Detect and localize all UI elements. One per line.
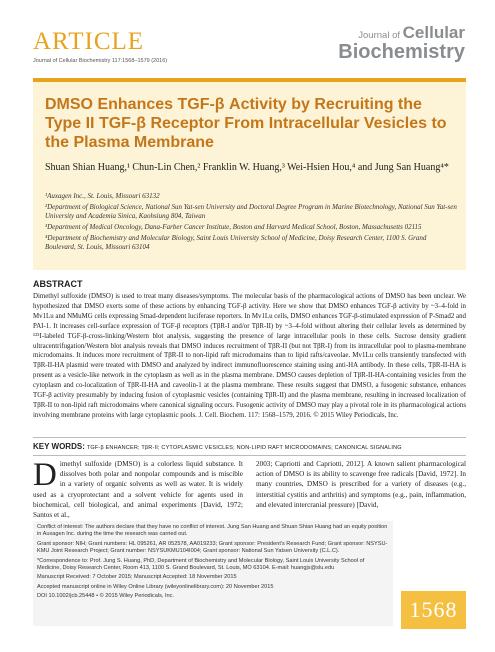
footnotes-box xyxy=(33,521,393,626)
affiliation-4: ⁴Department of Biochemistry and Molecular Biology, Saint Louis University School of Medicine, Doisy Research Center, 1100 S. Grand Boulevard, St. Louis, Missouri 63104 xyxy=(45,234,427,251)
journal-prefix: Journal of xyxy=(358,30,400,41)
correspondence-note: *Correspondence to: Prof. Jung S. Huang, PhD, Department of Biochemistry and Molecular Biology, Saint Louis University School of Medicine, Doisy Research Center, Room 413, 1100 S. Grand Boulevard, St. Louis, MO 63104. E-mail: huangjs@slu.edu xyxy=(37,557,365,572)
title-block xyxy=(33,78,466,270)
keywords-label: KEY WORDS: xyxy=(33,442,85,451)
divider xyxy=(33,437,466,438)
grant-note: Grant sponsor: NIH; Grant numbers: HL 095261, AR 052578, AA019233; Grant sponsor: President's Research Fund; Grant sponsor: NSYSU-KMU Joint Research Project; Grant number: NSYSUKMU104I004; Grant sponsor: National Sun Yatsen University (C.L.C). xyxy=(37,540,388,555)
abstract-text: Dimethyl sulfoxide (DMSO) is used to treat many diseases/symptoms. The molecular basis of the pharmacological actions of DMSO has been unclear. We hypothesized that DMSO exerts some of these actions by enhancing TGF-β activity. Here we show that DMSO enhances TGF-β activity by ~3–4-fold in Mv1Lu and NMuMG cells expressing Smad-dependent luciferase reporters. In Mv1Lu cells, DMSO enhances TGF-β-stimulated expression of P-Smad2 and PAI-1. It increases cell-surface expression of TGF-β receptors (TβR-I and/or TβR-II) by ~3–4-fold without altering their cellular levels as determined by ¹²⁵I-labeled TGF-β-cross-linking/Western blot analysis, suggesting the presence of large intracellular pools in these cells. Sucrose density gradient ultracentrifugation/Western blot analysis reveals that DMSO induces recruitment of TβR-II (but not TβR-I) from its intracellular pool to plasma-membrane microdomains. It induces more recruitment of TβR-II to non-lipid raft microdomains than to lipid rafts/caveolae. Mv1Lu cells transiently transfected with TβR-II-HA plasmid were treated with DMSO and analyzed by indirect immunofluorescence staining using anti-HA antibody. In these cells, TβR-II-HA is present as a vesicle-like network in the cytoplasm as well as in the plasma membrane. DMSO causes depletion of TβR-II-HA-containing vesicles from the cytoplasm and co-localization of TβR-II-HA and caveolin-1 at the plasma membrane. These results suggest that DMSO, a fusogenic substance, enhances TGF-β activity presumably by inducing fusion of cytoplasmic vesicles (containing TβR-II) and the plasma membrane, resulting in increased localization of TβR-II to non-lipid raft microdomains where canonical signaling occurs. Fusogenic activity of DMSO may play a pivotal role in its pharmacological actions involving membrane proteins with large cytoplasmic pools. J. Cell. Biochem. 117: 1568–1579, 2016. © 2015 Wiley Periodicals, Inc. xyxy=(33,293,466,419)
conflict-note: Conflict of interest: The authors declare that they have no conflict of interest. Jung San Huang and Shuan Shian Huang had an equity position in Auxagen Inc. during the time the research was carried out. xyxy=(37,524,388,538)
journal-logo xyxy=(338,24,465,62)
drop-cap: D xyxy=(33,457,57,493)
abstract-section xyxy=(33,279,466,421)
journal-word-cellular: Cellular xyxy=(402,23,465,42)
article-title: DMSO Enhances TGF-β Activity by Recruiting the Type II TGF-β Receptor From Intracellular Vesicles to the Plasma Membrane xyxy=(45,96,447,151)
divider xyxy=(33,455,466,456)
journal-citation: Journal of Cellular Biochemistry 117:1568–1579 (2016) xyxy=(33,58,168,64)
affiliations xyxy=(45,192,457,254)
affiliation-2: ²Department of Biological Science, National Sun Yat-sen University and Doctoral Degree Program in Marine Biotechnology, National Sun Yat-sen University and Academia Sinica, Kaohsiung 804, Taiwan xyxy=(45,203,457,220)
page-number: 1568 xyxy=(401,591,466,629)
keywords xyxy=(33,442,466,451)
article-label: ARTICLE xyxy=(33,28,145,55)
journal-word-biochemistry: Biochemistry xyxy=(338,41,465,63)
author-list: Shuan Shian Huang,¹ Chun-Lin Chen,² Franklin W. Huang,³ Wei-Hsien Hou,⁴ and Jung San Huang⁴* xyxy=(45,162,449,173)
body-column-left xyxy=(33,459,243,520)
received-note: Manuscript Received: 7 October 2015; Manuscript Accepted: 18 November 2015 xyxy=(37,574,237,581)
affiliation-1: ¹Auxagen Inc., St. Louis, Missouri 63132 xyxy=(45,192,160,200)
doi-note: DOI 10.1002/jcb.25448 • © 2015 Wiley Periodicals, Inc. xyxy=(37,593,174,600)
online-note: Accepted manuscript online in Wiley Online Library (wileyonlinelibrary.com): 20 November 2015 xyxy=(37,583,274,590)
body-text-left: imethyl sulfoxide (DMSO) is a colorless liquid substance. It dissolves both polar and nonpolar compounds and is miscible in a variety of organic solvents as well as water. It is widely used as a cryoprotectant and a solvent vehicle for agents used in biochemical, cell biological, and animal experiments [David, 1972; Santos et al., xyxy=(33,460,243,520)
body-column-right: 2003; Capriotti and Capriotti, 2012]. A known salient pharmacological action of DMSO is its ability to scavenge free radicals [David, 1972]. In many countries, DMSO is prescribed for a variety of diseases (e.g., interstitial cystitis and arthritis) and symptoms (e.g., pain, inflammation, and elevated intercranial pressure) [David, xyxy=(256,460,466,509)
abstract-heading: ABSTRACT xyxy=(33,279,83,289)
affiliation-3: ³Department of Medical Oncology, Dana-Farber Cancer Institute, Boston and Harvard Medical School, Boston, Massachusetts 02115 xyxy=(45,222,422,231)
keywords-text: TGF-β ENHANCER; TβR-II; CYTOPLASMIC VESICLES; NON-LIPID RAFT MICRODOMAINS; CANONICAL SIGNALING xyxy=(86,445,402,451)
